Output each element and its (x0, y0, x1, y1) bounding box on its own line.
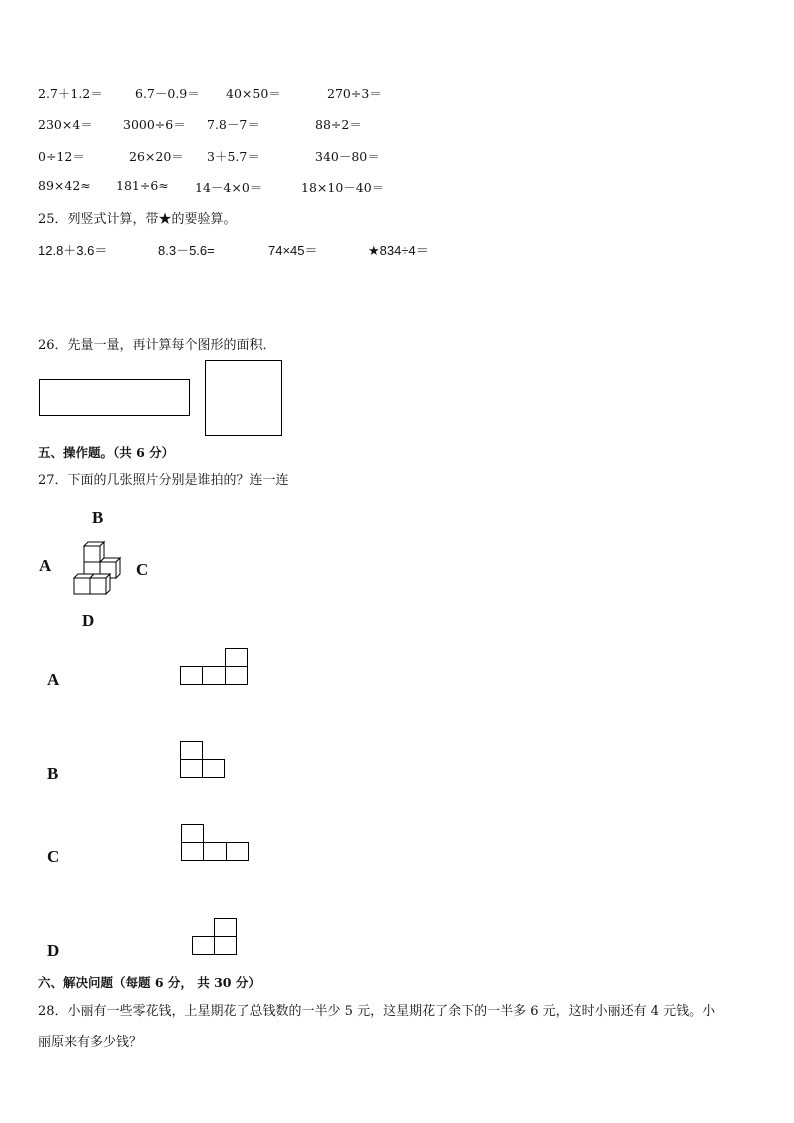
vertical-calc-item: 8.3－5.6= (158, 243, 215, 258)
photo-label-c: C (47, 847, 60, 866)
oral-calc-item: 2.7＋1.2＝ (38, 86, 103, 101)
section-5-title: 五、操作题。（共 6 分） (38, 445, 175, 460)
oral-calc-item: 6.7－0.9＝ (135, 86, 200, 101)
oral-calc-item: 270÷3＝ (327, 86, 382, 101)
viewer-label-d: D (82, 611, 95, 630)
oral-calc-item: 230×4＝ (38, 117, 93, 132)
question-28-line-1: 28．小丽有一些零花钱，上星期花了总钱数的一半少 5 元，这星期花了余下的一半多 6 元，这时小丽还有 4 元钱。小 (38, 1004, 716, 1019)
square-figure (205, 360, 282, 436)
oral-calc-item: 88÷2＝ (315, 117, 362, 132)
oral-calc-item: 7.8－7＝ (207, 117, 260, 132)
vertical-calc-item: ★834÷4＝ (368, 243, 429, 258)
viewer-label-c: C (136, 560, 149, 579)
viewer-label-b: B (92, 508, 104, 527)
oral-calc-item: 0÷12＝ (38, 149, 85, 164)
vertical-calc-item: 74×45＝ (268, 243, 318, 258)
view-figure-c (181, 824, 251, 864)
view-figure-b (180, 741, 228, 781)
vertical-calc-item: 12.8＋3.6＝ (38, 243, 108, 258)
oral-calc-item: 89×42≈ (38, 178, 91, 193)
oral-calc-item: 3000÷6＝ (123, 117, 186, 132)
rectangle-figure (39, 379, 190, 416)
section-6-title: 六、解决问题（每题 6 分， 共 30 分） (38, 975, 261, 990)
view-figure-a (180, 648, 250, 688)
question-26-title: 26．先量一量，再计算每个图形的面积． (38, 338, 276, 353)
view-figure-d (192, 918, 240, 958)
photo-label-b: B (47, 764, 59, 783)
cube-stack-figure (70, 540, 120, 598)
question-28-line-2: 丽原来有多少钱？ (38, 1035, 143, 1050)
question-27-title: 27．下面的几张照片分别是谁拍的？连一连 (38, 473, 289, 488)
oral-calc-item: 340－80＝ (315, 149, 380, 164)
oral-calc-item: 40×50＝ (226, 86, 281, 101)
question-25-title: 25．列竖式计算，带★的要验算。 (38, 212, 237, 227)
photo-label-d: D (47, 941, 60, 960)
photo-label-a: A (47, 670, 60, 689)
oral-calc-item: 18×10－40＝ (301, 180, 385, 195)
oral-calc-item: 181÷6≈ (116, 178, 169, 193)
oral-calc-item: 26×20＝ (129, 149, 184, 164)
oral-calc-item: 14－4×0＝ (195, 180, 263, 195)
viewer-label-a: A (39, 556, 52, 575)
oral-calc-item: 3＋5.7＝ (207, 149, 260, 164)
